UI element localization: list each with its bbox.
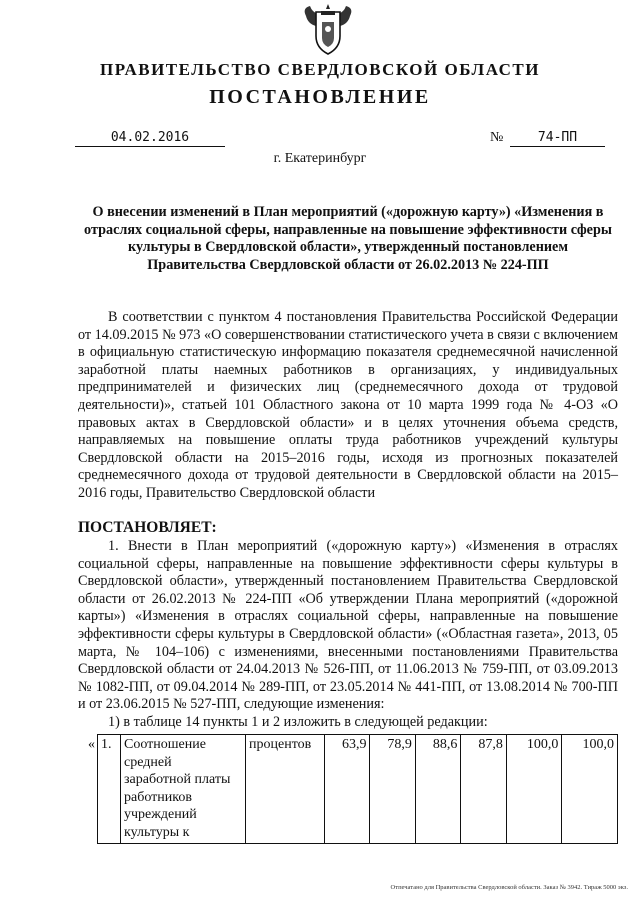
coat-of-arms-icon [300, 2, 356, 56]
document-type: ПОСТАНОВЛЕНИЕ [209, 86, 431, 108]
item-1-1-paragraph: 1) в таблице 14 пункты 1 и 2 изложить в следующей редакции: [108, 714, 488, 730]
value-cell: 100,0 [506, 735, 562, 844]
document-number: 74-ПП [510, 130, 605, 147]
row-unit: процентов [246, 735, 325, 844]
row-index: 1. [98, 735, 121, 844]
value-cell: 87,8 [461, 735, 506, 844]
document-date: 04.02.2016 [75, 130, 225, 147]
table-row [78, 735, 618, 844]
value-cell: 100,0 [562, 735, 618, 844]
preamble-paragraph: В соответствии с пунктом 4 постановления Правительства Российской Федерации от 14.09.2015 № 973 «О совершенствовании статистического учета в связи с включением в официальную статистическую информацию показателя среднемесячной начисленной заработной платы наемных работников в организациях, у индивидуальных предпринимателей и физических лиц (среднемесячного дохода от трудовой деятельности)», статьей 101 Областного закона от 10 марта 1999 года № 4-ОЗ «О правовых актах в Свердловской области» и в целях уточнения объема средств, направляемых на повышение оплаты труда работников учреждений культуры Свердловской области на 2015–2016 годы, исходя из прогнозных показателей среднемесячного дохода от трудовой деятельности в Свердловской области на 2015–2016 годы, Правительство Свердловской области [78, 309, 618, 501]
open-quote: « [88, 736, 95, 752]
value-cell: 63,9 [325, 735, 370, 844]
decree-word: ПОСТАНОВЛЯЕТ: [78, 519, 217, 536]
city: г. Екатеринбург [273, 151, 367, 166]
value-cell: 78,9 [370, 735, 415, 844]
government-title: ПРАВИТЕЛЬСТВО СВЕРДЛОВСКОЙ ОБЛАСТИ [100, 60, 540, 79]
print-footer: Отпечатано для Правительства Свердловской области. Заказ № 3942. Тираж 5000 экз. [390, 884, 628, 891]
number-sign: № [490, 130, 504, 145]
document-subject: О внесении изменений в План мероприятий («дорожную карту») «Изменения в отраслях социальной сферы, направленные на повышение эффективности сферы культуры в Свердловской области», утвержденный постановлением Правительства Свердловской области от 26.02.2013 № 224-ПП [84, 204, 612, 273]
table-14 [78, 734, 618, 844]
row-name: Соотношение средней заработной платы работников учреждений культуры к [121, 735, 246, 844]
item-1-paragraph: 1. Внести в План мероприятий («дорожную карту») «Изменения в отраслях социальной сферы, направленные на повышение эффективности сферы культуры в Свердловской области», утвержденный постановлением Правительства Свердловской области от 26.02.2013 № 224-ПП «Об утверждении Плана мероприятий («дорожной карты») «Изменения в отраслях социальной сферы, направленные на повышение эффективности сферы культуры в Свердловской области» («Областная газета», 2013, 05 марта, № 104–106) с изменениями, внесенными постановлениями Правительства Свердловской области от 24.04.2013 № 526-ПП, от 11.06.2013 № 759-ПП, от 03.09.2013 № 1082-ПП, от 09.04.2014 № 289-ПП, от 23.05.2014 № 441-ПП, от 13.08.2014 № 700-ПП и от 23.06.2015 № 527-ПП, следующие изменения: [78, 538, 618, 713]
value-cell: 88,6 [415, 735, 460, 844]
